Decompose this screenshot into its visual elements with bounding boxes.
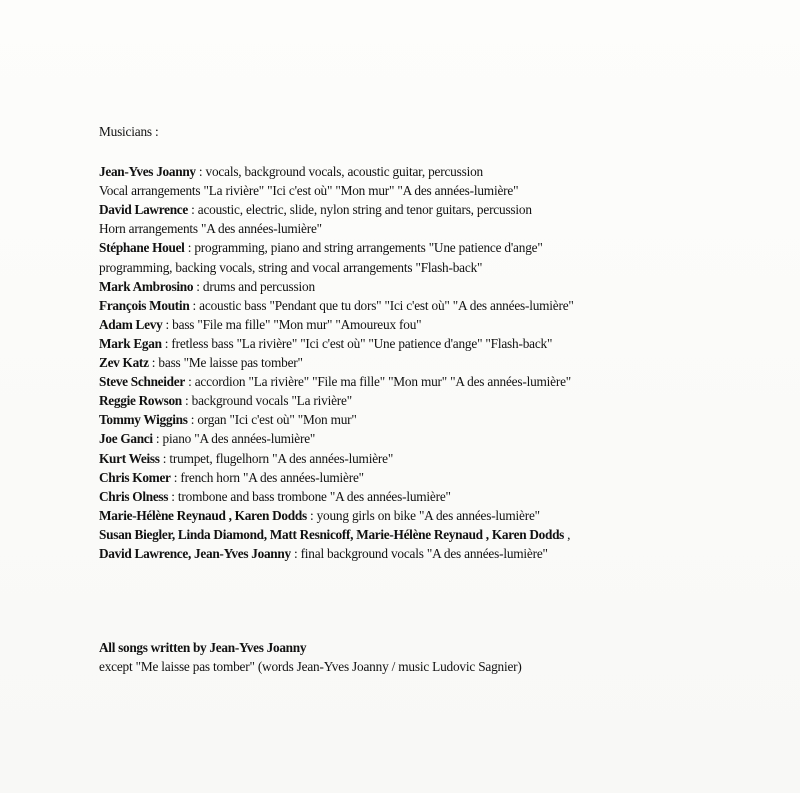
musician-name: Jean-Yves Joanny xyxy=(99,164,196,180)
musician-line xyxy=(99,219,739,238)
songwriting-exception: except "Me laisse pas tomber" (words Jean-Yves Joanny / music Ludovic Sagnier) xyxy=(99,659,522,675)
musician-role: : french horn "A des années-lumière" xyxy=(170,469,364,485)
songs-written-by: All songs written by Jean-Yves Joanny xyxy=(99,640,307,655)
musician-name: Mark Ambrosino xyxy=(99,278,194,294)
musician-role: : trumpet, flugelhorn "A des années-lumière" xyxy=(159,450,394,466)
musician-note: Vocal arrangements "La rivière" "Ici c'est où" "Mon mur" "A des années-lumière" xyxy=(99,183,519,199)
musician-role: : drums and percussion xyxy=(193,278,315,294)
musician-line xyxy=(99,334,739,353)
musician-role: : final background vocals "A des années-lumière" xyxy=(290,545,548,561)
musician-name: Joe Ganci xyxy=(99,431,153,447)
musician-name: Marie-Hélène Reynaud , Karen Dodds xyxy=(99,507,307,523)
musician-line xyxy=(99,238,739,257)
musician-role: : bass "File ma fille" "Mon mur" "Amoureux fou" xyxy=(162,316,422,332)
musician-line xyxy=(99,468,739,487)
musician-line xyxy=(99,410,739,429)
musician-role: : trombone and bass trombone "A des années-lumière" xyxy=(168,488,451,504)
musician-role: : vocals, background vocals, acoustic guitar, percussion xyxy=(195,164,483,180)
musician-note: programming, backing vocals, string and vocal arrangements "Flash-back" xyxy=(99,259,483,275)
musician-role: : accordion "La rivière" "File ma fille" "Mon mur" "A des années-lumière" xyxy=(184,374,572,390)
musician-name: Steve Schneider xyxy=(99,374,185,390)
musician-name: Stéphane Houel xyxy=(99,240,185,256)
musician-line xyxy=(99,315,739,334)
musician-name: Zev Katz xyxy=(99,355,149,371)
musician-line xyxy=(99,525,739,544)
musician-line xyxy=(99,544,739,563)
musician-role: : acoustic bass "Pendant que tu dors" "Ici c'est où" "A des années-lumière" xyxy=(189,297,574,313)
musician-name: David Lawrence xyxy=(99,202,188,218)
musician-line xyxy=(99,181,739,200)
musician-role: : programming, piano and string arrangements "Une patience d'ange" xyxy=(184,240,543,256)
musician-name: Kurt Weiss xyxy=(99,450,160,466)
musician-line xyxy=(99,277,739,296)
musician-line xyxy=(99,372,739,391)
musician-list xyxy=(99,162,739,563)
musician-note: Horn arrangements "A des années-lumière" xyxy=(99,221,322,237)
musician-line xyxy=(99,258,739,277)
musician-role: : young girls on bike "A des années-lumière" xyxy=(306,507,540,523)
musician-line xyxy=(99,487,739,506)
musician-name: David Lawrence, Jean-Yves Joanny xyxy=(99,545,291,561)
musician-line xyxy=(99,429,739,448)
musician-line xyxy=(99,200,739,219)
musician-name: Chris Olness xyxy=(99,488,169,504)
musician-line xyxy=(99,296,739,315)
musician-role: : fretless bass "La rivière" "Ici c'est où" "Une patience d'ange" "Flash-back" xyxy=(161,335,553,351)
musician-line xyxy=(99,162,739,181)
musician-name: Chris Komer xyxy=(99,469,171,485)
musicians-section xyxy=(99,122,739,563)
musician-name: François Moutin xyxy=(99,297,190,313)
musician-role: : acoustic, electric, slide, nylon string and tenor guitars, percussion xyxy=(188,202,532,218)
musician-line xyxy=(99,391,739,410)
songwriting-credits xyxy=(99,638,522,676)
musician-role: : piano "A des années-lumière" xyxy=(152,431,316,447)
musician-line xyxy=(99,353,739,372)
musicians-heading: Musicians : xyxy=(99,124,159,139)
musician-role: : organ "Ici c'est où" "Mon mur" xyxy=(187,412,357,428)
musician-line xyxy=(99,506,739,525)
musician-name: Tommy Wiggins xyxy=(99,412,188,428)
musician-name: Mark Egan xyxy=(99,335,162,351)
musician-name: Reggie Rowson xyxy=(99,393,182,409)
musician-role: , xyxy=(564,526,571,542)
musician-line xyxy=(99,449,739,468)
musician-role: : bass "Me laisse pas tomber" xyxy=(148,355,303,371)
musician-role: : background vocals "La rivière" xyxy=(181,393,352,409)
musician-name: Adam Levy xyxy=(99,316,163,332)
musician-name: Susan Biegler, Linda Diamond, Matt Resnicoff, Marie-Hélène Reynaud , Karen Dodds xyxy=(99,526,565,542)
